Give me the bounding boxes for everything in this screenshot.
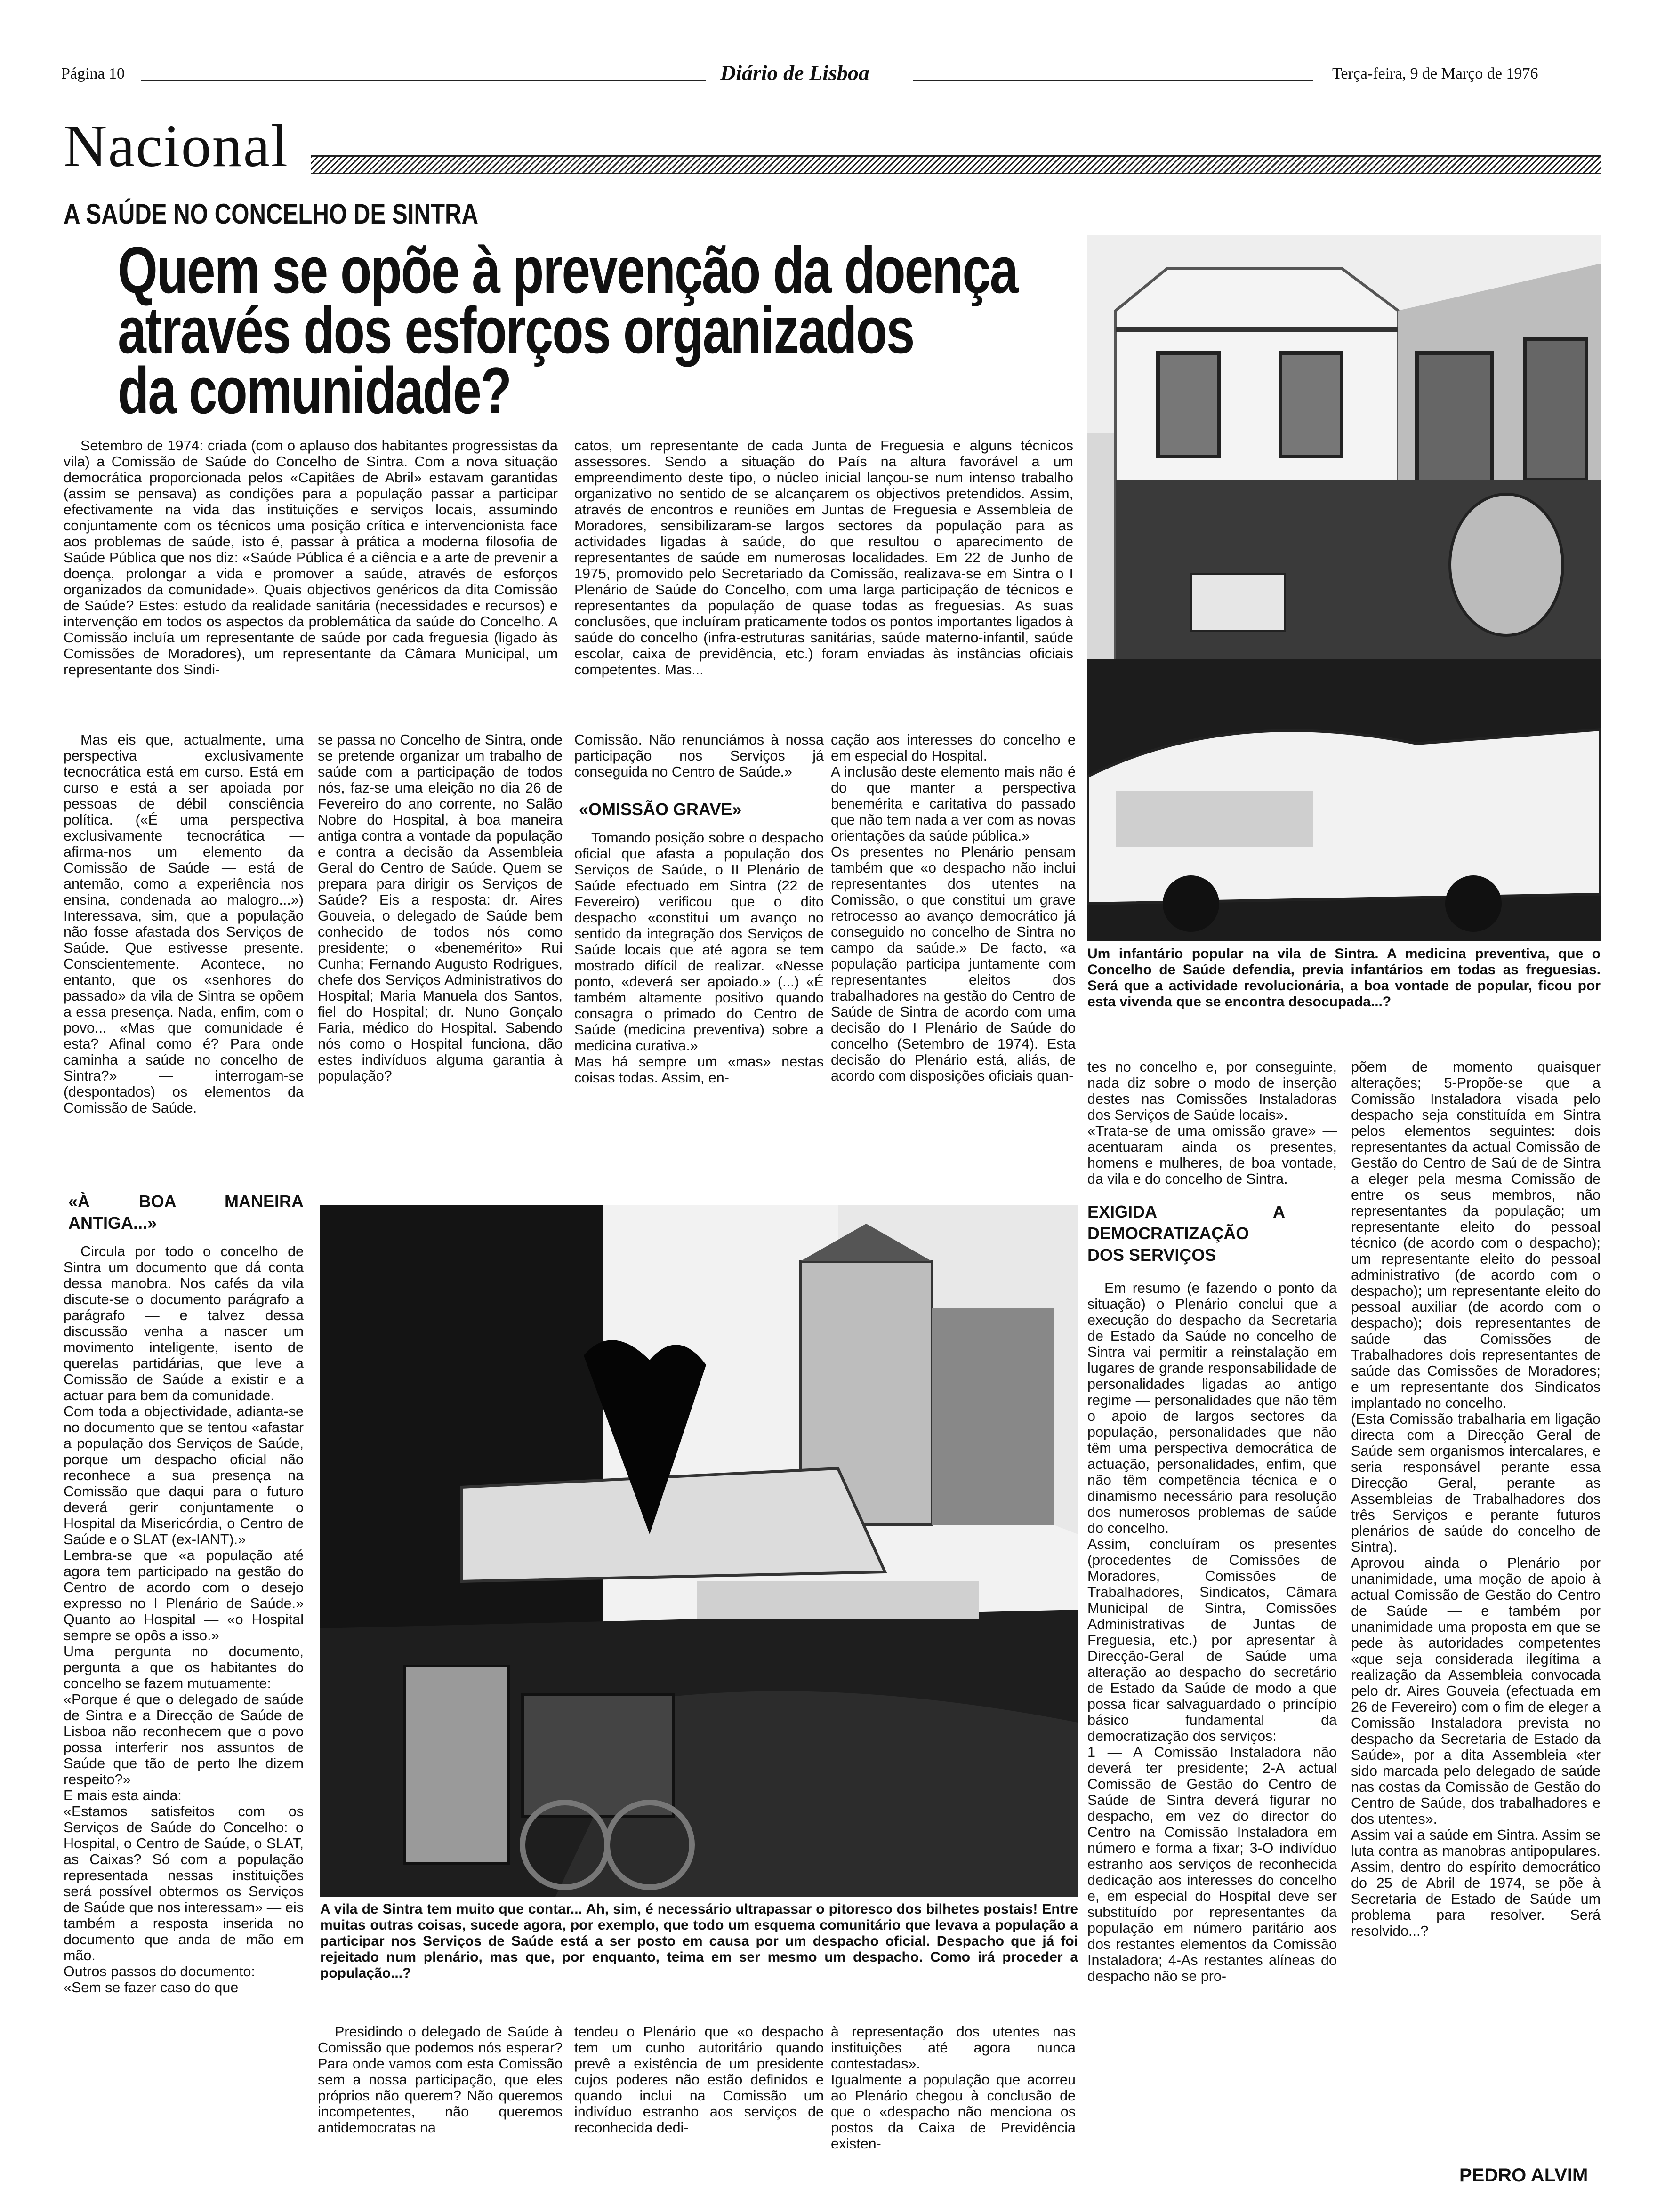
- column-6: [1351, 1059, 1601, 2141]
- intro-column-2: [574, 438, 1073, 729]
- column-1-upper: [64, 732, 304, 1179]
- column-2-lower: [318, 2024, 563, 2203]
- intro-text-1: Setembro de 1974: criada (com o aplauso dos habitantes progressistas da vila) a Comissão de Saúde do Concelho de Sintra. Com a nova situação democrática proporcionada pelos «Capitães de Abril» estavam garantidas (assim se pensava) as condições para a população passar a participar efectivamente na vida das instituições e serviços locais, assumindo conjuntamente com os técnicos uma posição crítica e intervencionista face aos problemas de saúde, isto é, passar à prática a moderna filosofia de Saúde Pública que nos diz: «Saúde Pública é a ciência e a arte de prevenir a doença, prolongar a vida e promover a saúde, através de esforços organizados da comunidade». Quais objectivos genéricos da dita Comissão de Saúde? Estes: estudo da realidade sanitária (necessidades e recursos) e intervenção em todos os aspectos da problemática da saúde do Concelho. A Comissão incluía um representante de saúde por cada freguesia (ligado às Comissões de Moradores), um representante da Câmara Municipal, um representante dos Sindi-: [64, 438, 558, 678]
- headline-line-2: através dos esforços organizados: [118, 293, 914, 367]
- caption-photo-infantario: Um infantário popular na vila de Sintra. A medicina preventiva, que o Concelho de Saúde defendia, previa infantários em todas as freguesias. Será que a actividade revolucionária, a boa vontade de popular, ficou por esta vivenda que se encontra desocupada...?: [1087, 946, 1601, 1010]
- column-1-upper-text: Mas eis que, actualmente, uma perspectiva exclusivamente tecnocrática está em curso. Está em curso e está a ser apoiada por pessoas de débil consciência política. («É uma perspectiva exclusivamente tecnocrática — afirma-nos um elemento da Comissão de Saúde — está de antemão, como a experiência nos ensina, condenada ao malogro...») Interessava, sim, que a população não fosse afastada dos Serviços de Saúde. Que estivesse presente. Conscientemente. Acontece, no entanto, que os «senhores do passado» da vila de Sintra se opõem a essa presença. Nada, enfim, com o povo... «Mas que comunidade é esta? Afinal como é? Para onde caminha a saúde no concelho de Sintra?» — interrogam-se (despontados) os elementos da Comissão de Saúde.: [64, 732, 304, 1116]
- intro-text-2: catos, um representante de cada Junta de Freguesia e alguns técnicos assessores. Sendo a situação do País na altura favorável a um empreendimento deste tipo, o núcleo inicial lançou-se num intenso trabalho organizativo no sentido de se alcançarem os objectivos pretendidos. Assim, através de encontros e reuniões em Juntas de Freguesia e Assembleia de Moradores, sensibilizaram-se largos sectores da população para as actividades ligadas à saúde, do que resultou o aparecimento de representantes de saúde em numerosas localidades. Em 22 de Junho de 1975, promovido pelo Secretariado da Comissão, realizava-se em Sintra o I Plenário de Saúde do Concelho, com uma larga participação de técnicos e representantes da população de quase todas as freguesias. As suas conclusões, que incluíram praticamente todos os pontos importantes ligados à saúde do concelho (infra-estruturas sanitárias, saúde materno-infantil, saúde escolar, caixa de previdência, etc.) foram enviadas às instâncias oficiais competentes. Mas...: [574, 438, 1073, 678]
- column-3-lower-text: tendeu o Plenário que «o despacho tem um cunho autoritário quando prevê a existência de um presidente cujos poderes não estão definidos e quando inclui na Comissão um indivíduo estranho aos serviços de reconhecida dedi-: [574, 2024, 824, 2136]
- issue-date: Terça-feira, 9 de Março de 1976: [1332, 65, 1538, 82]
- column-2-upper-text: se passa no Concelho de Sintra, onde se pretende organizar um trabalho de saúde com a participação de todos nós, faz-se uma eleição no dia 26 de Fevereiro do ano corrente, no Salão Nobre do Hospital, à boa maneira antiga contra a vontade da população e contra a decisão da Assembleia Geral do Centro de Saúde. Quem se prepara para dirigir os Serviços de Saúde? Eis a resposta: dr. Aires Gouveia, o delegado de Saúde bem conhecido de todos nós como presidente; o «benemérito» Rui Cunha; Fernando Augusto Rodrigues, chefe dos Serviços Administrativos do Hospital; Maria Manuela dos Santos, fiel do Hospital; dr. Nuno Gonçalo Faria, médico do Hospital. Sabendo nós como o Hospital funciona, dão estes indivíduos alguma garantia à população?: [318, 732, 563, 1084]
- headline-line-1: Quem se opõe à prevenção da doença: [118, 233, 1017, 307]
- subheading-democratizacao: EXIGIDA A DEMOCRATIZAÇÃO DOS SERVIÇOS: [1087, 1202, 1285, 1265]
- masthead: Diário de Lisboa: [720, 61, 869, 85]
- column-6-text: põem de momento quaisquer alterações; 5-Propõe-se que a Comissão Instaladora visada pelo despacho seja constituída em Sintra pelos elementos seguintes: dois representantes da actual Comissão de Gestão do Centro de Saú de de Sintra a eleger pela mesma Comissão de entre os seus membros, não representantes da população; um representante eleito do pessoal técnico (de acordo com o despacho); um representante eleito do pessoal administrativo (de acordo com o despacho); um representante eleito do pessoal auxiliar (de acordo com o despacho); dois representantes de saúde das Comissões de Trabalhadores dois representantes de saúde das Comissões de Moradores; e um representante dos Sindicatos implantado no concelho. (Esta Comissão trabalharia em ligação directa com a Direcção Geral de Saúde sem organismos intercalares, e seria responsável perante essa Direcção Geral, perante as Assembleias de Trabalhadores dos três Serviços e perante futuros plenários de saúde do concelho de Sintra). Aprovou ainda o Plenário por unanimidade, uma moção de apoio à actual Comissão de Gestão do Centro de Saúde — e também por unanimidade uma proposta em que se pede às autoridades competentes «que seja considerada ilegítima a realização da Assembleia convocada pelo dr. Aires Gouveia (efectuada em 26 de Fevereiro) com o fim de eleger a Comissão Instaladora prevista no despacho da Secretaria de Estado da Saúde», por a dita Assembleia «ter sido marcada pelo delegado de saúde nas costas da Comissão de Gestão do Centro de Saúde, dos trabalhadores e dos utentes». Assim vai a saúde em Sintra. Assim se luta contra as manobras antipopulares. Assim, dentro do espírito democrático do 25 de Abril de 1974, se põe à Secretaria de Estado de Saúde um problema para resolver. Será resolvido...?: [1351, 1059, 1601, 1939]
- column-4-lower-text: à representação dos utentes nas instituições até agora nunca contestadas». Igualmente a população que acorreu ao Plenário chegou à conclusão de que o «despacho não menciona os postos da Caixa de Previdência existen-: [831, 2024, 1076, 2152]
- photo-infantario: [1087, 235, 1601, 941]
- column-1-lower: [64, 1191, 304, 2203]
- kicker: A SAÚDE NO CONCELHO DE SINTRA: [64, 198, 479, 230]
- headline: [118, 233, 1017, 427]
- column-3-intro-text: Comissão. Não renunciámos à nossa participação nos Serviços já conseguida no Centro de Saúde.»: [574, 732, 824, 780]
- column-2-lower-text: Presidindo o delegado de Saúde à Comissão que podemos nós esperar? Para onde vamos com esta Comissão sem a nossa participação, que eles próprios não querem? Não queremos incompetentes, não queremos antidemocratas na: [318, 2024, 563, 2136]
- column-3-lower: [574, 2024, 824, 2203]
- section-hatch-bar: [311, 155, 1601, 174]
- header-rule-right: [913, 80, 1313, 81]
- column-2-upper: [318, 732, 563, 1179]
- headline-line-3: da comunidade?: [118, 353, 511, 427]
- column-1-lower-text: Circula por todo o concelho de Sintra um documento que dá conta dessa manobra. Nos cafés da vila discute-se o documento parágrafo a parágrafo — e talvez dessa discussão venha a nascer um movimento inteligente, isento de querelas partidárias, que leve a Comissão de Saúde a existir e a actuar para bem da comunidade. Com toda a objectividade, adianta-se no documento que se tentou «afastar a população dos Serviços de Saúde, porque um despacho oficial não reconhece a sua presença na Comissão que daqui para o futuro deverá gerir conjuntamente o Hospital da Misericórdia, o Centro de Saúde e o SLAT (ex-IANT).» Lembra-se que «a população até agora tem participado na gestão do Centro de acordo com o desejo expresso no I Plenário de Saúde.» Quanto ao Hospital — «o Hospital sempre se opôs a isso.» Uma pergunta no documento, pergunta a que os habitantes do concelho se fazem mutuamente: «Porque é que o delegado de saúde de Sintra e a Direcção de Saúde de Lisboa não reconhecem que o povo possa interferir nos assuntos de Saúde que tão de perto lhe dizem respeito?» E mais esta ainda: «Estamos satisfeitos com os Serviços de Saúde do Concelho: o Hospital, o Centro de Saúde, o SLAT, as Caixas? Só com a população representada nessas instituições será possível obtermos os Serviços de Saúde que nos interessam» — eis também a resposta inserida no documento que anda de mão em mão. Outros passos do documento: «Sem se fazer caso do que: [64, 1243, 304, 1996]
- header-rule-left: [141, 80, 706, 81]
- subheading-boa-maneira: «À BOA MANEIRA ANTIGA...»: [68, 1192, 304, 1233]
- section-title: Nacional: [64, 112, 289, 179]
- subheading-omissao-grave: «OMISSÃO GRAVE»: [579, 800, 742, 819]
- column-3-upper: [574, 732, 824, 1179]
- column-5: [1087, 1059, 1337, 2203]
- page-number: Página 10: [61, 65, 125, 82]
- byline: PEDRO ALVIM: [1459, 2165, 1588, 2186]
- caption-photo-sintra: A vila de Sintra tem muito que contar... Ah, sim, é necessário ultrapassar o pitoresco dos bilhetes postais! Entre muitas outras coisas, sucede agora, por exemplo, que todo um esquema comunitário que levava a população a participar nos Serviços de Saúde está a ser posto em causa por um despacho oficial. Despacho que já foi rejeitado num plenário, mas que, por enquanto, teima em ser mesmo um despacho. Como irá proceder a população...?: [320, 1901, 1078, 1981]
- photo-sintra-village: [320, 1205, 1078, 1897]
- column-4-lower: [831, 2024, 1076, 2203]
- column-3-upper-text: Tomando posição sobre o despacho oficial que afasta a população dos Serviços de Saúde, o II Plenário de Saúde efectuado em Sintra (22 de Fevereiro) verificou que o dito despacho «constitui um avanço no sentido da integração dos Serviços de Saúde locais que até agora se tem mostrado difícil de realizar. «Nesse ponto, «deverá ser apoiado.» (...) «É também altamente positivo quando consagra o primado do Centro de Saúde (medicina preventiva) sobre a medicina curativa.» Mas há sempre um «mas» nestas coisas todas. Assim, en-: [574, 830, 824, 1086]
- intro-column-1: [64, 438, 558, 729]
- column-5-upper-text: tes no concelho e, por conseguinte, nada diz sobre o modo de inserção destes nas Comissões Instaladoras dos Serviços de Saúde locais». «Trata-se de uma omissão grave» — acentuaram ainda os presentes, homens e mulheres, de boa vontade, da vila e do concelho de Sintra.: [1087, 1059, 1337, 1187]
- column-5-lower-text: Em resumo (e fazendo o ponto da situação) o Plenário conclui que a execução do despacho da Secretaria de Estado da Saúde no concelho de Sintra vai permitir a reinstalação em lugares de grande responsabilidade de personalidades ligadas ao antigo regime — personalidades que não têm o apoio de largos sectores da população, personalidades que não têm uma perspectiva democrática de actuação, personalidades, enfim, que não têm competência técnica e o dinamismo necessário para resolução dos numerosos problemas de saúde do concelho. Assim, concluíram os presentes (procedentes de Comissões de Moradores, Comissões de Trabalhadores, Sindicatos, Câmara Municipal de Sintra, Comissões Administrativas de Juntas de Freguesia, etc.) por apresentar à Direcção-Geral de Saúde uma alteração ao despacho do secretário de Estado da Saúde de modo a que possa ficar salvaguardado o princípio básico fundamental da democratização dos serviços: 1 — A Comissão Instaladora não deverá ter presidente; 2-A actual Comissão de Gestão do Centro de Saúde de Sintra deverá figurar no despacho, em vez do director do Centro na Comissão Instaladora em número e forma a fixar; 3-O indivíduo estranho aos serviços de reconhecida dedicação aos interesses do concelho e, em especial do Hospital deve ser substituído por representantes da população em número paritário aos dos restantes elementos da Comissão Instaladora; 4-As restantes alíneas do despacho não se pro-: [1087, 1280, 1337, 1984]
- column-4-upper: [831, 732, 1076, 1179]
- column-4-upper-text: cação aos interesses do concelho e em especial do Hospital. A inclusão deste elemento mais não é do que manter a perspectiva benemérita e caritativa do passado que não tem nada a ver com as novas orientações da saúde pública.» Os presentes no Plenário pensam também que «o despacho não inclui representantes dos utentes na Comissão, o que constitui um grave retrocesso ao avanço democrático já conseguido no concelho de Sintra no campo da saúde.» De facto, «a população participa juntamente com representantes eleitos dos trabalhadores na gestão do Centro de Saúde de Sintra de acordo com uma decisão do I Plenário de Saúde do concelho (Setembro de 1974). Esta decisão do Plenário está, aliás, de acordo com disposições oficiais quan-: [831, 732, 1076, 1084]
